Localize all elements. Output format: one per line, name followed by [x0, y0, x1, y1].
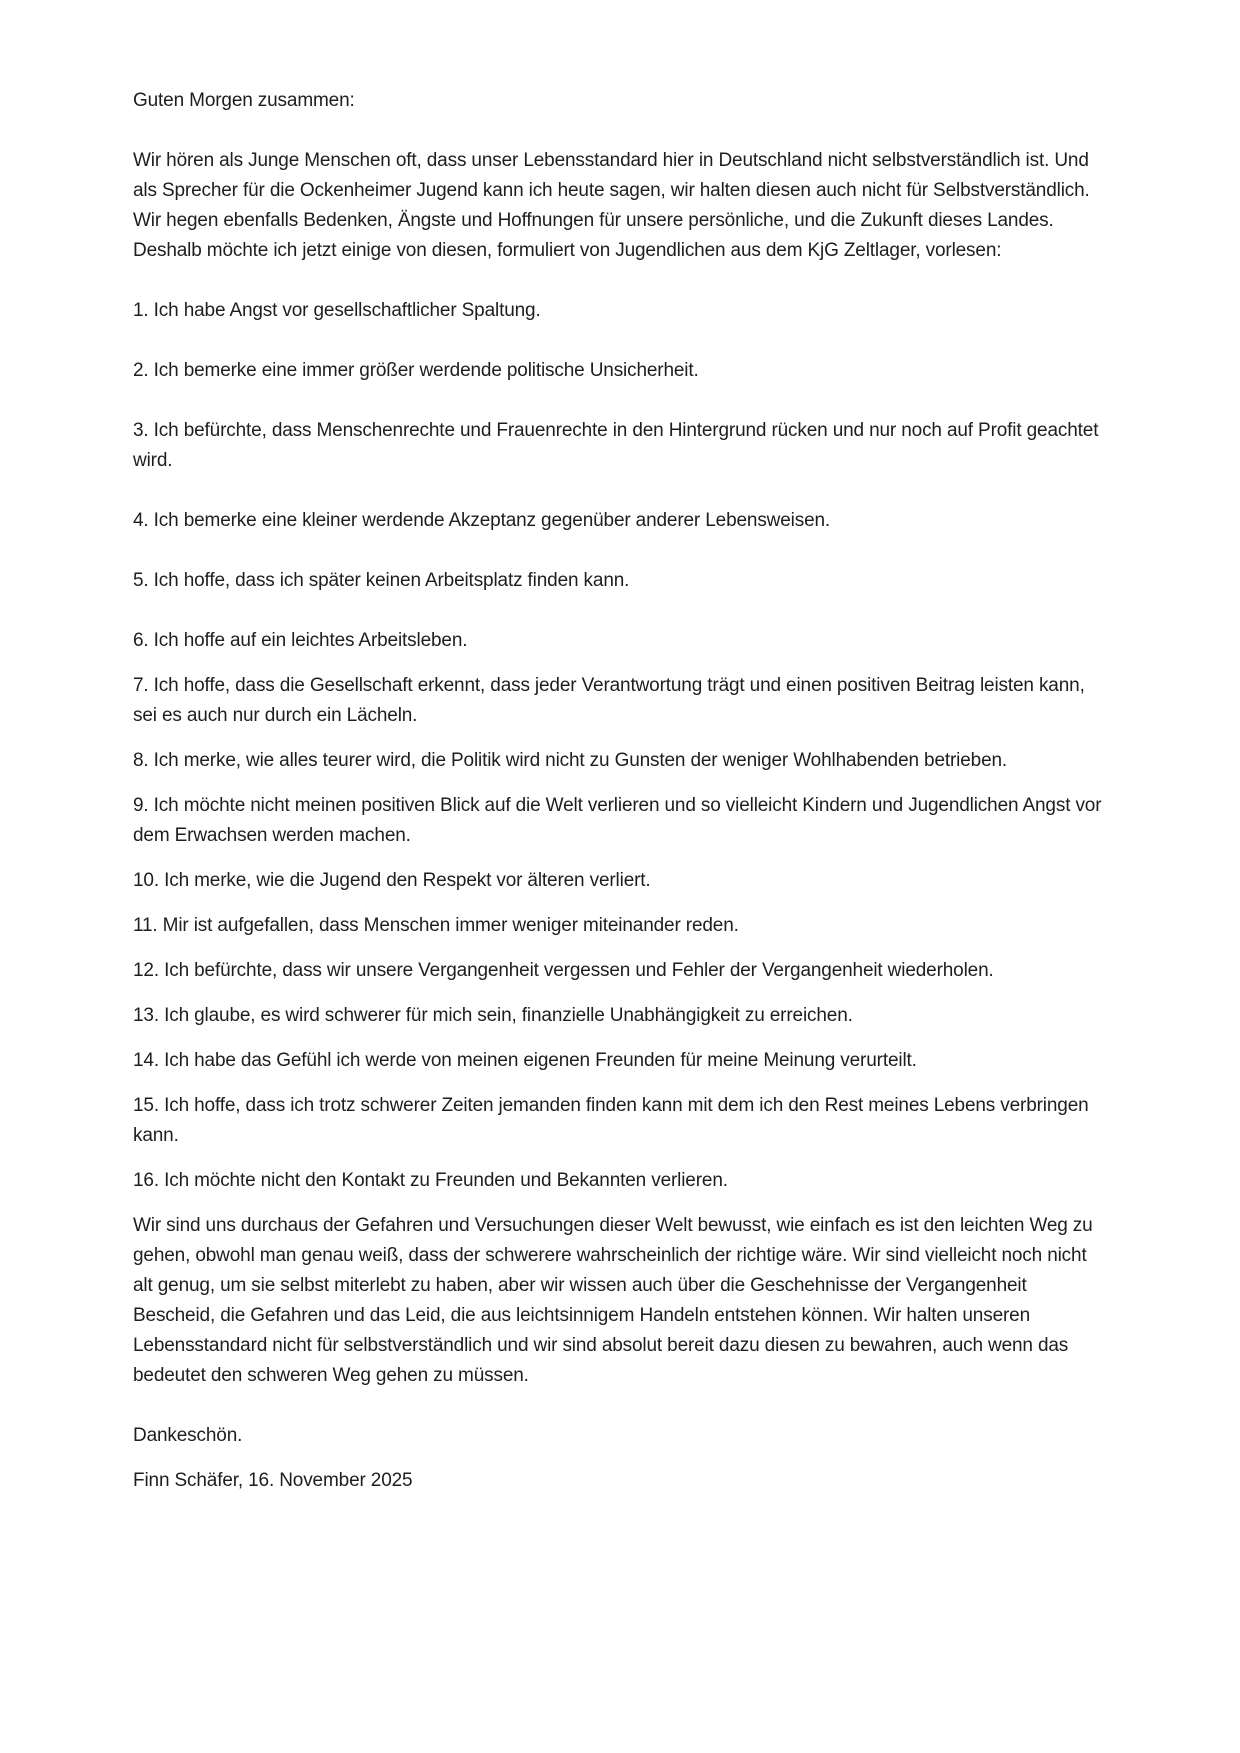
list-item-6: 6. Ich hoffe auf ein leichtes Arbeitsleben. [133, 630, 468, 651]
signature-line: Finn Schäfer, 16. November 2025 [133, 1470, 413, 1491]
closing-paragraph: Wir sind uns durchaus der Gefahren und Versuchungen dieser Welt bewusst, wie einfach es ist den leichten Weg zu gehen, obwohl man genau weiß, dass der schwerere wahrscheinlich der richtige wäre. Wir sind vielleicht noch nicht alt genug, um sie selbst miterlebt zu haben, aber wir wissen auch über die Geschehnisse der Vergangenheit Bescheid, die Gefahren und das Leid, die aus leichtsinnigem Handeln entstehen können. Wir halten unseren Lebensstandard nicht für selbstverständlich und wir sind absolut bereit dazu diesen zu bewahren, auch wenn das bedeutet den schweren Weg gehen zu müssen. [133, 1215, 1093, 1386]
list-item-16: 16. Ich möchte nicht den Kontakt zu Freunden und Bekannten verlieren. [133, 1170, 728, 1191]
list-item-9: 9. Ich möchte nicht meinen positiven Blick auf die Welt verlieren und so vielleicht Kindern und Jugendlichen Angst vor dem Erwachsen werden machen. [133, 795, 1102, 846]
list-item-14: 14. Ich habe das Gefühl ich werde von meinen eigenen Freunden für meine Meinung verurteilt. [133, 1050, 917, 1071]
list-item-11: 11. Mir ist aufgefallen, dass Menschen immer weniger miteinander reden. [133, 915, 739, 936]
list-item-12: 12. Ich befürchte, dass wir unsere Vergangenheit vergessen und Fehler der Vergangenheit wiederholen. [133, 960, 994, 981]
thanks-line: Dankeschön. [133, 1425, 243, 1446]
greeting-line: Guten Morgen zusammen: [133, 90, 355, 111]
list-item-10: 10. Ich merke, wie die Jugend den Respekt vor älteren verliert. [133, 870, 651, 891]
list-item-4: 4. Ich bemerke eine kleiner werdende Akzeptanz gegenüber anderer Lebensweisen. [133, 510, 831, 531]
list-item-7: 7. Ich hoffe, dass die Gesellschaft erkennt, dass jeder Verantwortung trägt und einen positiven Beitrag leisten kann, sei es auch nur durch ein Lächeln. [133, 675, 1085, 726]
list-item-15: 15. Ich hoffe, dass ich trotz schwerer Zeiten jemanden finden kann mit dem ich den Rest meines Lebens verbringen kann. [133, 1095, 1089, 1146]
list-item-13: 13. Ich glaube, es wird schwerer für mich sein, finanzielle Unabhängigkeit zu erreichen. [133, 1005, 853, 1026]
list-item-1: 1. Ich habe Angst vor gesellschaftlicher Spaltung. [133, 300, 541, 321]
list-item-8: 8. Ich merke, wie alles teurer wird, die Politik wird nicht zu Gunsten der weniger Wohlhabenden betrieben. [133, 750, 1008, 771]
intro-paragraph: Wir hören als Junge Menschen oft, dass unser Lebensstandard hier in Deutschland nicht selbstverständlich ist. Und als Sprecher für die Ockenheimer Jugend kann ich heute sagen, wir halten diesen auch nicht für Selbstverständlich. Wir hegen ebenfalls Bedenken, Ängste und Hoffnungen für unsere persönliche, und die Zukunft dieses Landes. Deshalb möchte ich jetzt einige von diesen, formuliert von Jugendlichen aus dem KjG Zeltlager, vorlesen: [133, 150, 1090, 261]
list-item-2: 2. Ich bemerke eine immer größer werdende politische Unsicherheit. [133, 360, 699, 381]
list-item-5: 5. Ich hoffe, dass ich später keinen Arbeitsplatz finden kann. [133, 570, 630, 591]
list-item-3: 3. Ich befürchte, dass Menschenrechte und Frauenrechte in den Hintergrund rücken und nur noch auf Profit geachtet wird. [133, 420, 1099, 471]
